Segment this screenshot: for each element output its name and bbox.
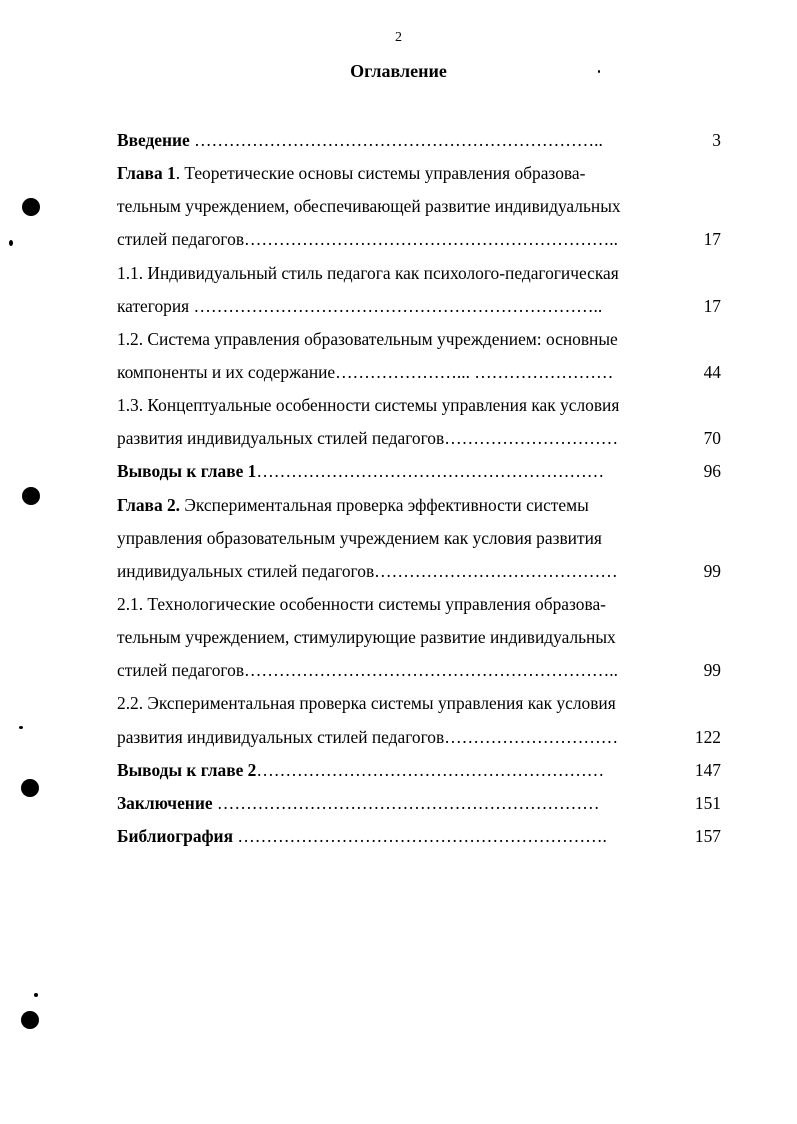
toc-page-number: 17 [703,229,721,250]
binding-hole [21,1011,39,1029]
toc-text: ………………………………………………………… [212,792,600,813]
toc-line [117,787,721,820]
page-title: Оглавление [350,61,447,81]
toc-text: 1.2. Система управления образовательным учреждением: основные [117,328,618,349]
toc-heading-bold: Библиография [117,825,233,846]
toc-text: развития индивидуальных стилей педагогов………………………… [117,726,619,747]
toc-page-number: 122 [694,726,721,747]
binding-hole [22,487,40,505]
toc-heading-bold: Глава 2. [117,494,181,515]
toc-page-number: 147 [694,759,721,780]
toc-line [117,654,721,687]
scan-speck [9,240,13,246]
scan-speck [34,993,38,997]
toc-line [117,257,721,290]
binding-hole [22,198,40,216]
toc-line [117,721,721,754]
toc-line [117,422,721,455]
toc-text: . Теоретические основы системы управления образова- [175,163,586,184]
scan-speck [598,70,600,73]
toc-page-number: 96 [703,461,721,482]
toc-line [117,389,721,422]
toc-text: стилей педагогов……………………………………………………….. [117,660,618,681]
toc-page-number: 151 [694,792,721,813]
toc-text: 2.1. Технологические особенности системы управления образова- [117,593,606,614]
toc-text: категория …………………………………………………………….. [117,295,603,316]
toc-text: тельным учреждением, обеспечивающей развитие индивидуальных [117,196,621,217]
toc-line [117,455,721,488]
toc-heading-bold: Выводы к главе 1 [117,461,257,482]
toc-text: стилей педагогов……………………………………………………….. [117,229,618,250]
toc-page-number: 157 [694,825,721,846]
toc-text: развития индивидуальных стилей педагогов………………………… [117,428,619,449]
toc-heading-bold: Выводы к главе 2 [117,759,257,780]
toc-line [117,356,721,389]
toc-text: Экспериментальная проверка эффективности системы [180,494,589,515]
toc-page-number: 70 [703,428,721,449]
toc-text: индивидуальных стилей педагогов…………………………………… [117,560,618,581]
toc-page-number: 99 [703,660,721,681]
toc-text: управления образовательным учреждением как условия развития [117,527,602,548]
toc-line [117,223,721,256]
toc-heading-bold: Заключение [117,792,213,813]
toc-text: 1.3. Концептуальные особенности системы управления как условия [117,395,620,416]
toc-line [117,588,721,621]
toc-page-number: 17 [703,295,721,316]
toc-page-number: 3 [712,130,721,150]
page-number: 2 [395,30,402,45]
toc-line [117,290,721,323]
toc-line [117,190,721,223]
binding-hole [21,779,39,797]
table-of-contents [117,124,721,853]
toc-line [117,323,721,356]
toc-line [117,124,721,157]
scan-speck [19,726,23,729]
toc-page-number: 99 [703,560,721,581]
toc-heading-bold: Введение [117,130,190,150]
toc-line [117,621,721,654]
toc-heading-bold: Глава 1 [117,163,176,184]
toc-text: …………………………………………………… [256,759,605,780]
toc-text: компоненты и их содержание…………………... …………………… [117,361,614,382]
toc-line [117,555,721,588]
toc-text: тельным учреждением, стимулирующие развитие индивидуальных [117,627,616,648]
toc-text: 1.1. Индивидуальный стиль педагога как психолого-педагогическая [117,262,619,283]
toc-line [117,522,721,555]
toc-line [117,820,721,853]
toc-text: 2.2. Экспериментальная проверка системы управления как условия [117,693,616,714]
toc-line [117,157,721,190]
toc-text: …………………………………………………………….. [189,130,603,150]
toc-line [117,687,721,720]
toc-text: …………………………………………………… [256,461,605,482]
toc-line [117,489,721,522]
toc-line [117,754,721,787]
toc-text: ………………………………………………………. [232,825,607,846]
toc-page-number: 44 [703,361,721,382]
